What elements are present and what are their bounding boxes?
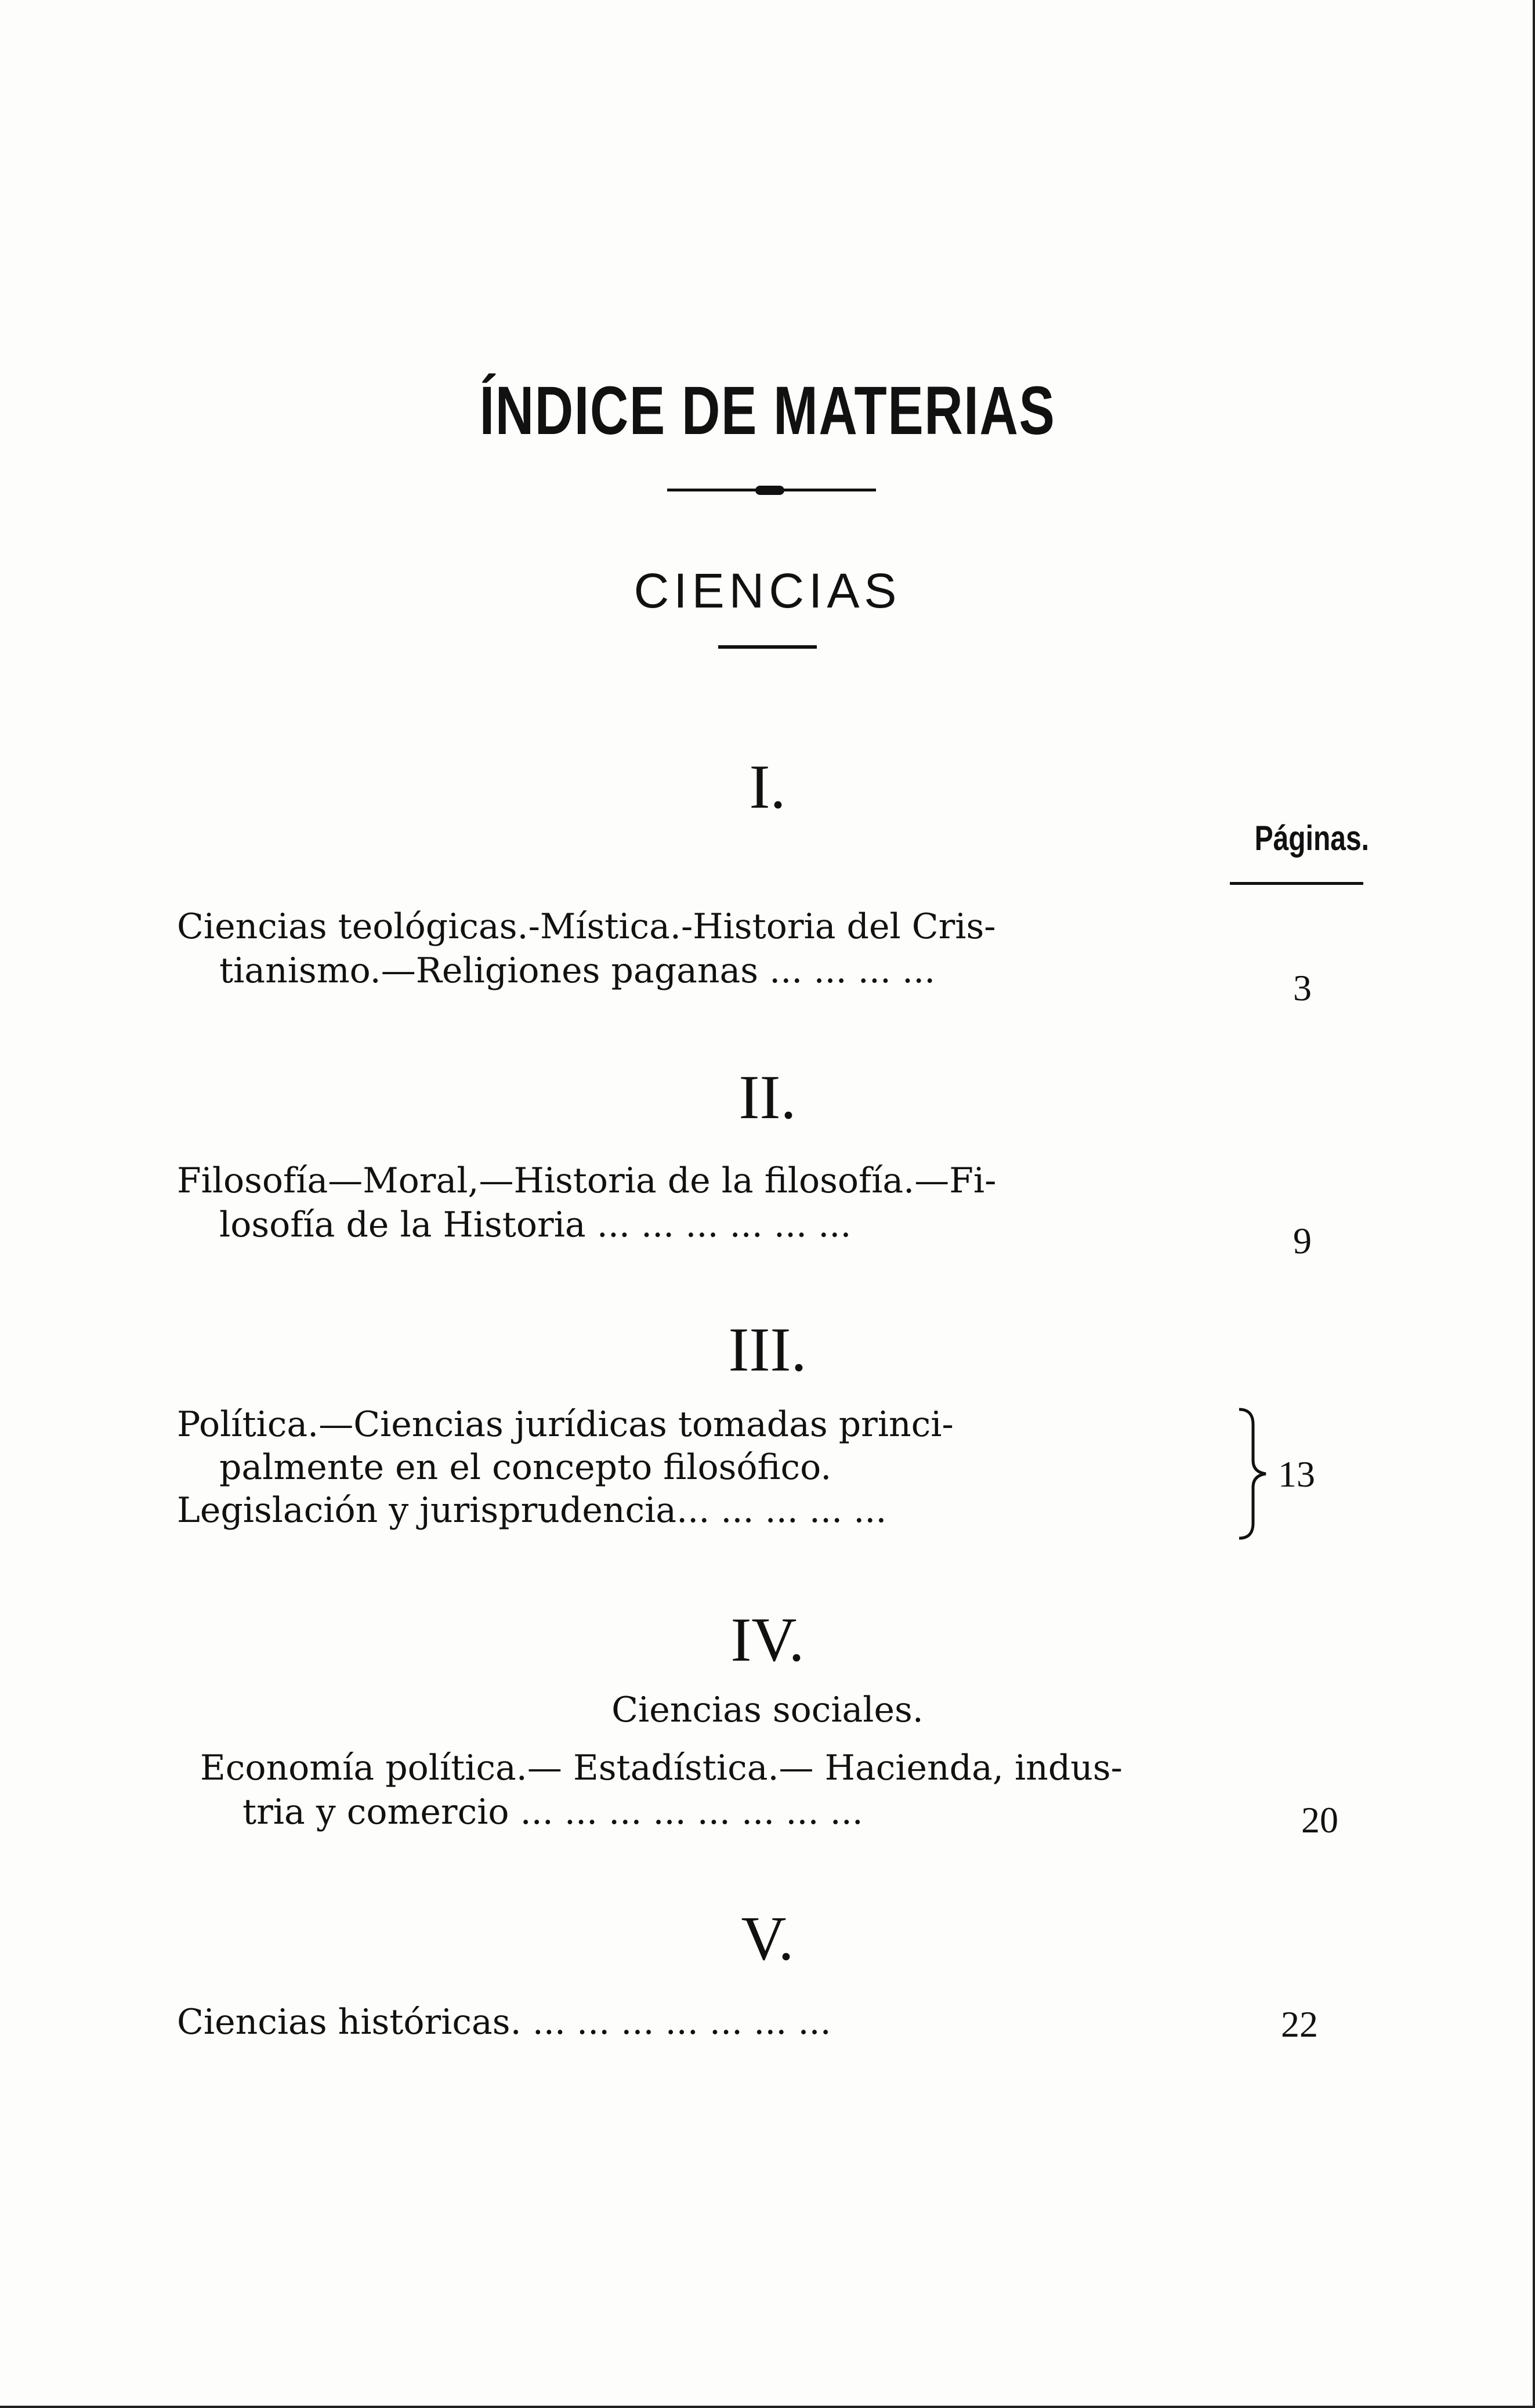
- page-title: ÍNDICE DE MATERIAS: [479, 373, 1056, 449]
- pages-column-label: Páginas.: [1254, 819, 1369, 858]
- entry-line: Economía política.— Estadística.— Hacienda, indus-: [200, 1748, 1123, 1788]
- subtitle-rule: [718, 645, 817, 649]
- section-subtitle: CIENCIAS: [633, 563, 902, 618]
- page-number: 22: [1281, 2004, 1318, 2045]
- page-number: 3: [1293, 967, 1312, 1008]
- section-numeral-ii: II.: [738, 1063, 797, 1132]
- subsection-heading: Ciencias sociales.: [611, 1690, 924, 1730]
- entry-line: losofía de la Historia ... ... ... ... ... ...: [219, 1205, 852, 1245]
- page-number: 20: [1301, 1799, 1338, 1841]
- pages-column-rule: [1230, 882, 1363, 885]
- page-number: 9: [1293, 1220, 1312, 1261]
- entry-line: Filosofía—Moral,—Historia de la filosofía.—Fi-: [177, 1160, 997, 1201]
- ornament-dot: [755, 486, 784, 495]
- entry-line: Ciencias históricas. ... ... ... ... ... ... ...: [177, 2002, 831, 2042]
- entry-line: Política.—Ciencias jurídicas tomadas princi-: [177, 1404, 954, 1445]
- entry-line: Legislación y jurisprudencia... ... ... ... ...: [177, 1490, 887, 1531]
- entry-line: tria y comercio ... ... ... ... ... ... ... ...: [242, 1792, 863, 1832]
- section-numeral-iii: III.: [728, 1315, 807, 1384]
- section-numeral-i: I.: [749, 753, 786, 822]
- entry-line: tianismo.—Religiones paganas ... ... ... ...: [219, 950, 936, 991]
- entry-line: Ciencias teológicas.-Mística.-Historia del Cris-: [177, 906, 996, 947]
- page-number: 13: [1278, 1454, 1315, 1495]
- section-numeral-v: V.: [741, 1904, 794, 1973]
- section-numeral-iv: IV.: [730, 1606, 805, 1675]
- entry-line: palmente en el concepto filosófico.: [219, 1447, 832, 1488]
